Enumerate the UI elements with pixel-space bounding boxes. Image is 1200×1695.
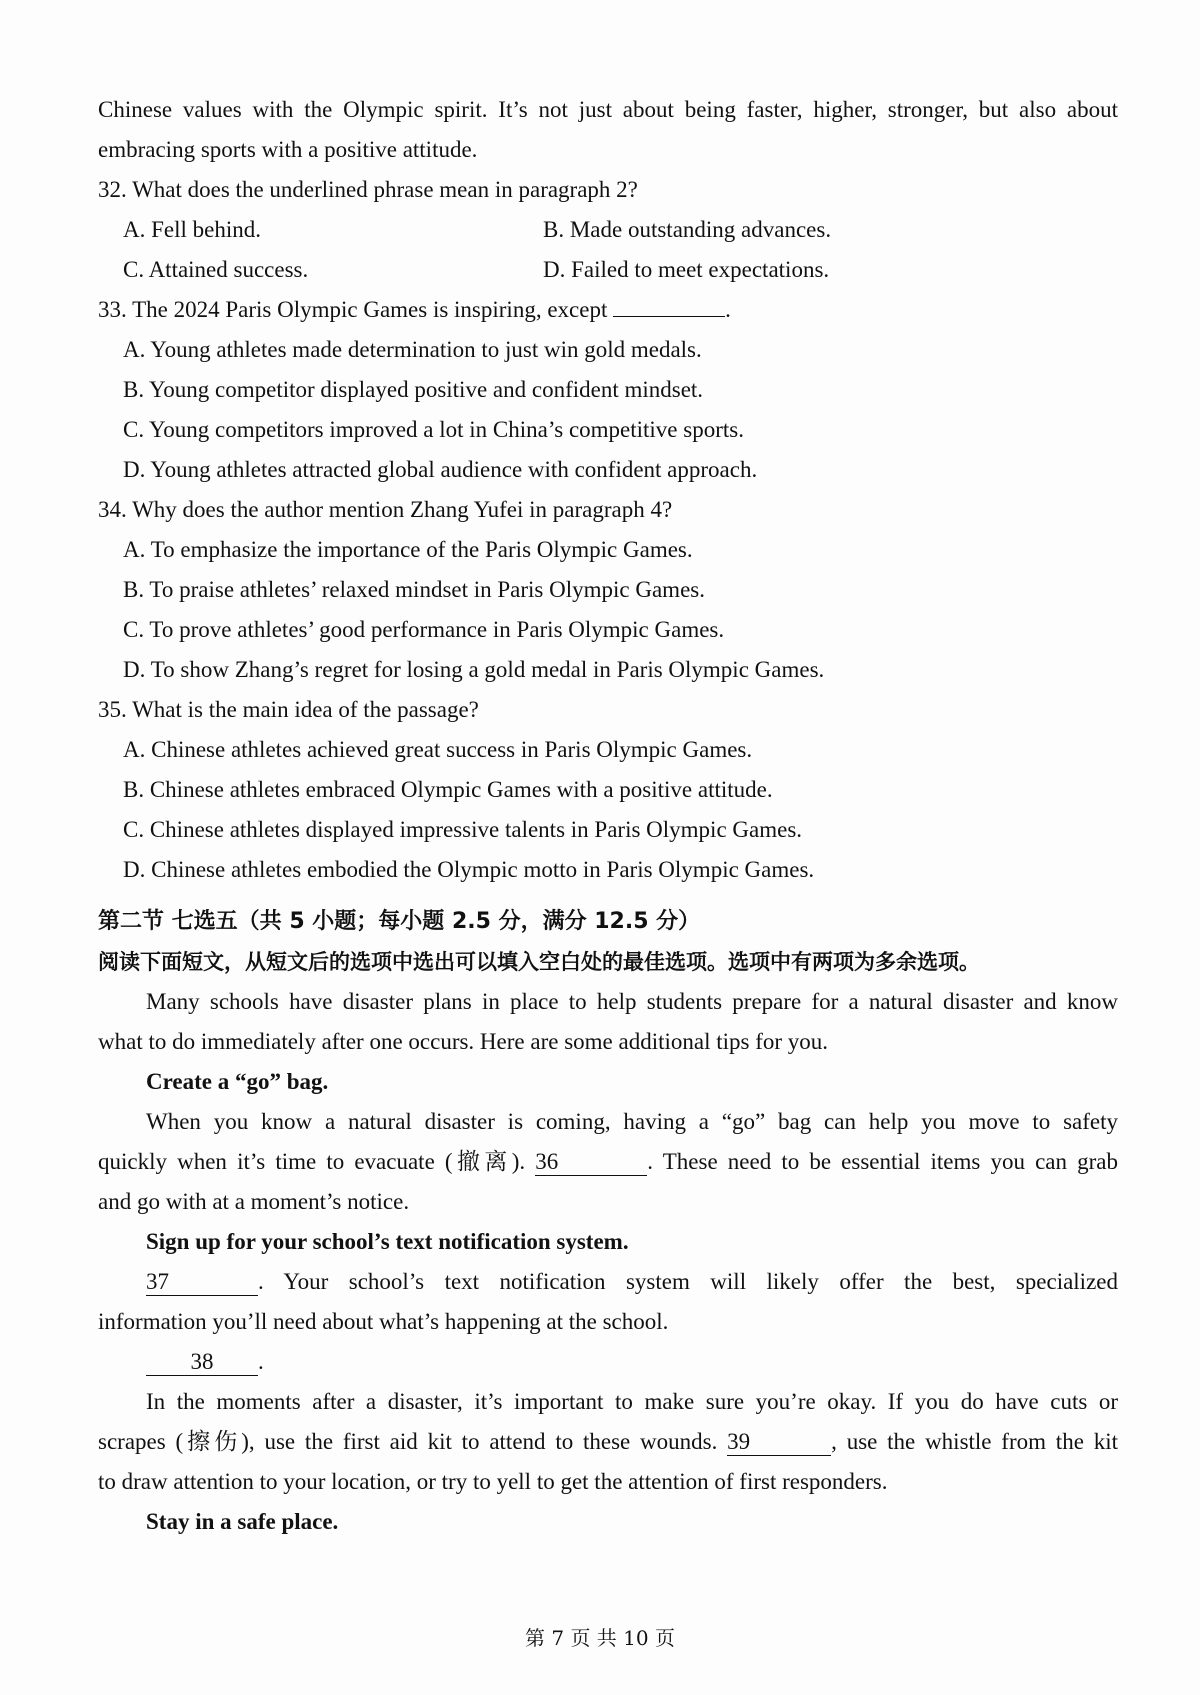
option: C. Attained success. bbox=[123, 257, 309, 282]
question-stem: 34. Why does the author mention Zhang Yufei in paragraph 4? bbox=[98, 497, 673, 522]
option: A. To emphasize the importance of the Paris Olympic Games. bbox=[123, 537, 693, 562]
question-stem-text: 33. The 2024 Paris Olympic Games is inspiring, except bbox=[98, 297, 608, 322]
option: A. Young athletes made determination to just win gold medals. bbox=[123, 337, 702, 362]
section-heading: 第二节 七选五（共 5 小题；每小题 2.5 分，满分 12.5 分） bbox=[98, 909, 701, 934]
passage-text: . bbox=[258, 1349, 264, 1374]
subheading: Create a “go” bag. bbox=[146, 1069, 329, 1094]
passage-line: In the moments after a disaster, it’s important to make sure you’re okay. If you do have cuts or bbox=[146, 1389, 1118, 1414]
passage-text: quickly when it’s time to evacuate (撤离). bbox=[98, 1149, 526, 1174]
question-stem: 35. What is the main idea of the passage? bbox=[98, 697, 479, 722]
passage-line: embracing sports with a positive attitude. bbox=[98, 137, 478, 162]
option: B. Chinese athletes embraced Olympic Games with a positive attitude. bbox=[123, 777, 773, 802]
passage-line bbox=[98, 1422, 1118, 1462]
subheading: Sign up for your school’s text notification system. bbox=[146, 1229, 629, 1254]
option: B. Made outstanding advances. bbox=[543, 217, 832, 242]
option: C. Chinese athletes displayed impressive talents in Paris Olympic Games. bbox=[123, 817, 803, 842]
answer-blank-38: 38 bbox=[146, 1349, 258, 1376]
option: A. Fell behind. bbox=[123, 217, 261, 242]
passage-line: information you’ll need about what’s happening at the school. bbox=[98, 1309, 669, 1334]
passage-text: . Your school’s text notification system will likely offer the best, specialized bbox=[258, 1269, 1118, 1294]
section-instruction: 阅读下面短文，从短文后的选项中选出可以填入空白处的最佳选项。选项中有两项为多余选项。 bbox=[98, 950, 980, 974]
passage-text: , use the whistle from the kit bbox=[831, 1429, 1118, 1454]
option: B. To praise athletes’ relaxed mindset in Paris Olympic Games. bbox=[123, 577, 705, 602]
passage-line: Many schools have disaster plans in place to help students prepare for a natural disaster and know bbox=[146, 989, 1118, 1014]
question-stem bbox=[98, 290, 1118, 330]
page-number: 第 7 页 共 10 页 bbox=[525, 1626, 675, 1650]
passage-line: When you know a natural disaster is coming, having a “go” bag can help you move to safety bbox=[146, 1109, 1118, 1134]
passage-line: and go with at a moment’s notice. bbox=[98, 1189, 410, 1214]
option: D. Young athletes attracted global audience with confident approach. bbox=[123, 457, 758, 482]
passage-line: to draw attention to your location, or try to yell to get the attention of first responders. bbox=[98, 1469, 888, 1494]
option-row bbox=[98, 210, 1118, 250]
option: D. To show Zhang’s regret for losing a gold medal in Paris Olympic Games. bbox=[123, 657, 825, 682]
question-stem-end: . bbox=[725, 297, 731, 322]
option: B. Young competitor displayed positive and confident mindset. bbox=[123, 377, 704, 402]
passage-line bbox=[98, 1142, 1118, 1182]
answer-blank-36: 36 bbox=[535, 1149, 647, 1176]
passage-line: what to do immediately after one occurs. Here are some additional tips for you. bbox=[98, 1029, 829, 1054]
passage-line bbox=[98, 1342, 1118, 1382]
answer-blank bbox=[613, 290, 725, 317]
page-content bbox=[98, 90, 1118, 1542]
passage-text: scrapes (擦伤), use the first aid kit to attend to these wounds. bbox=[98, 1429, 718, 1454]
subheading: Stay in a safe place. bbox=[146, 1509, 339, 1534]
passage-line bbox=[98, 1262, 1118, 1302]
option: C. To prove athletes’ good performance in Paris Olympic Games. bbox=[123, 617, 725, 642]
option: D. Failed to meet expectations. bbox=[543, 257, 830, 282]
passage-line: Chinese values with the Olympic spirit. It’s not just about being faster, higher, stronger, but also about bbox=[98, 97, 1118, 122]
option: D. Chinese athletes embodied the Olympic motto in Paris Olympic Games. bbox=[123, 857, 815, 882]
option: C. Young competitors improved a lot in China’s competitive sports. bbox=[123, 417, 744, 442]
question-stem: 32. What does the underlined phrase mean in paragraph 2? bbox=[98, 177, 638, 202]
option: A. Chinese athletes achieved great success in Paris Olympic Games. bbox=[123, 737, 753, 762]
option-row bbox=[98, 250, 1118, 290]
answer-blank-39: 39 bbox=[727, 1429, 831, 1456]
passage-text: . These need to be essential items you can grab bbox=[647, 1149, 1119, 1174]
answer-blank-37: 37 bbox=[146, 1269, 258, 1296]
